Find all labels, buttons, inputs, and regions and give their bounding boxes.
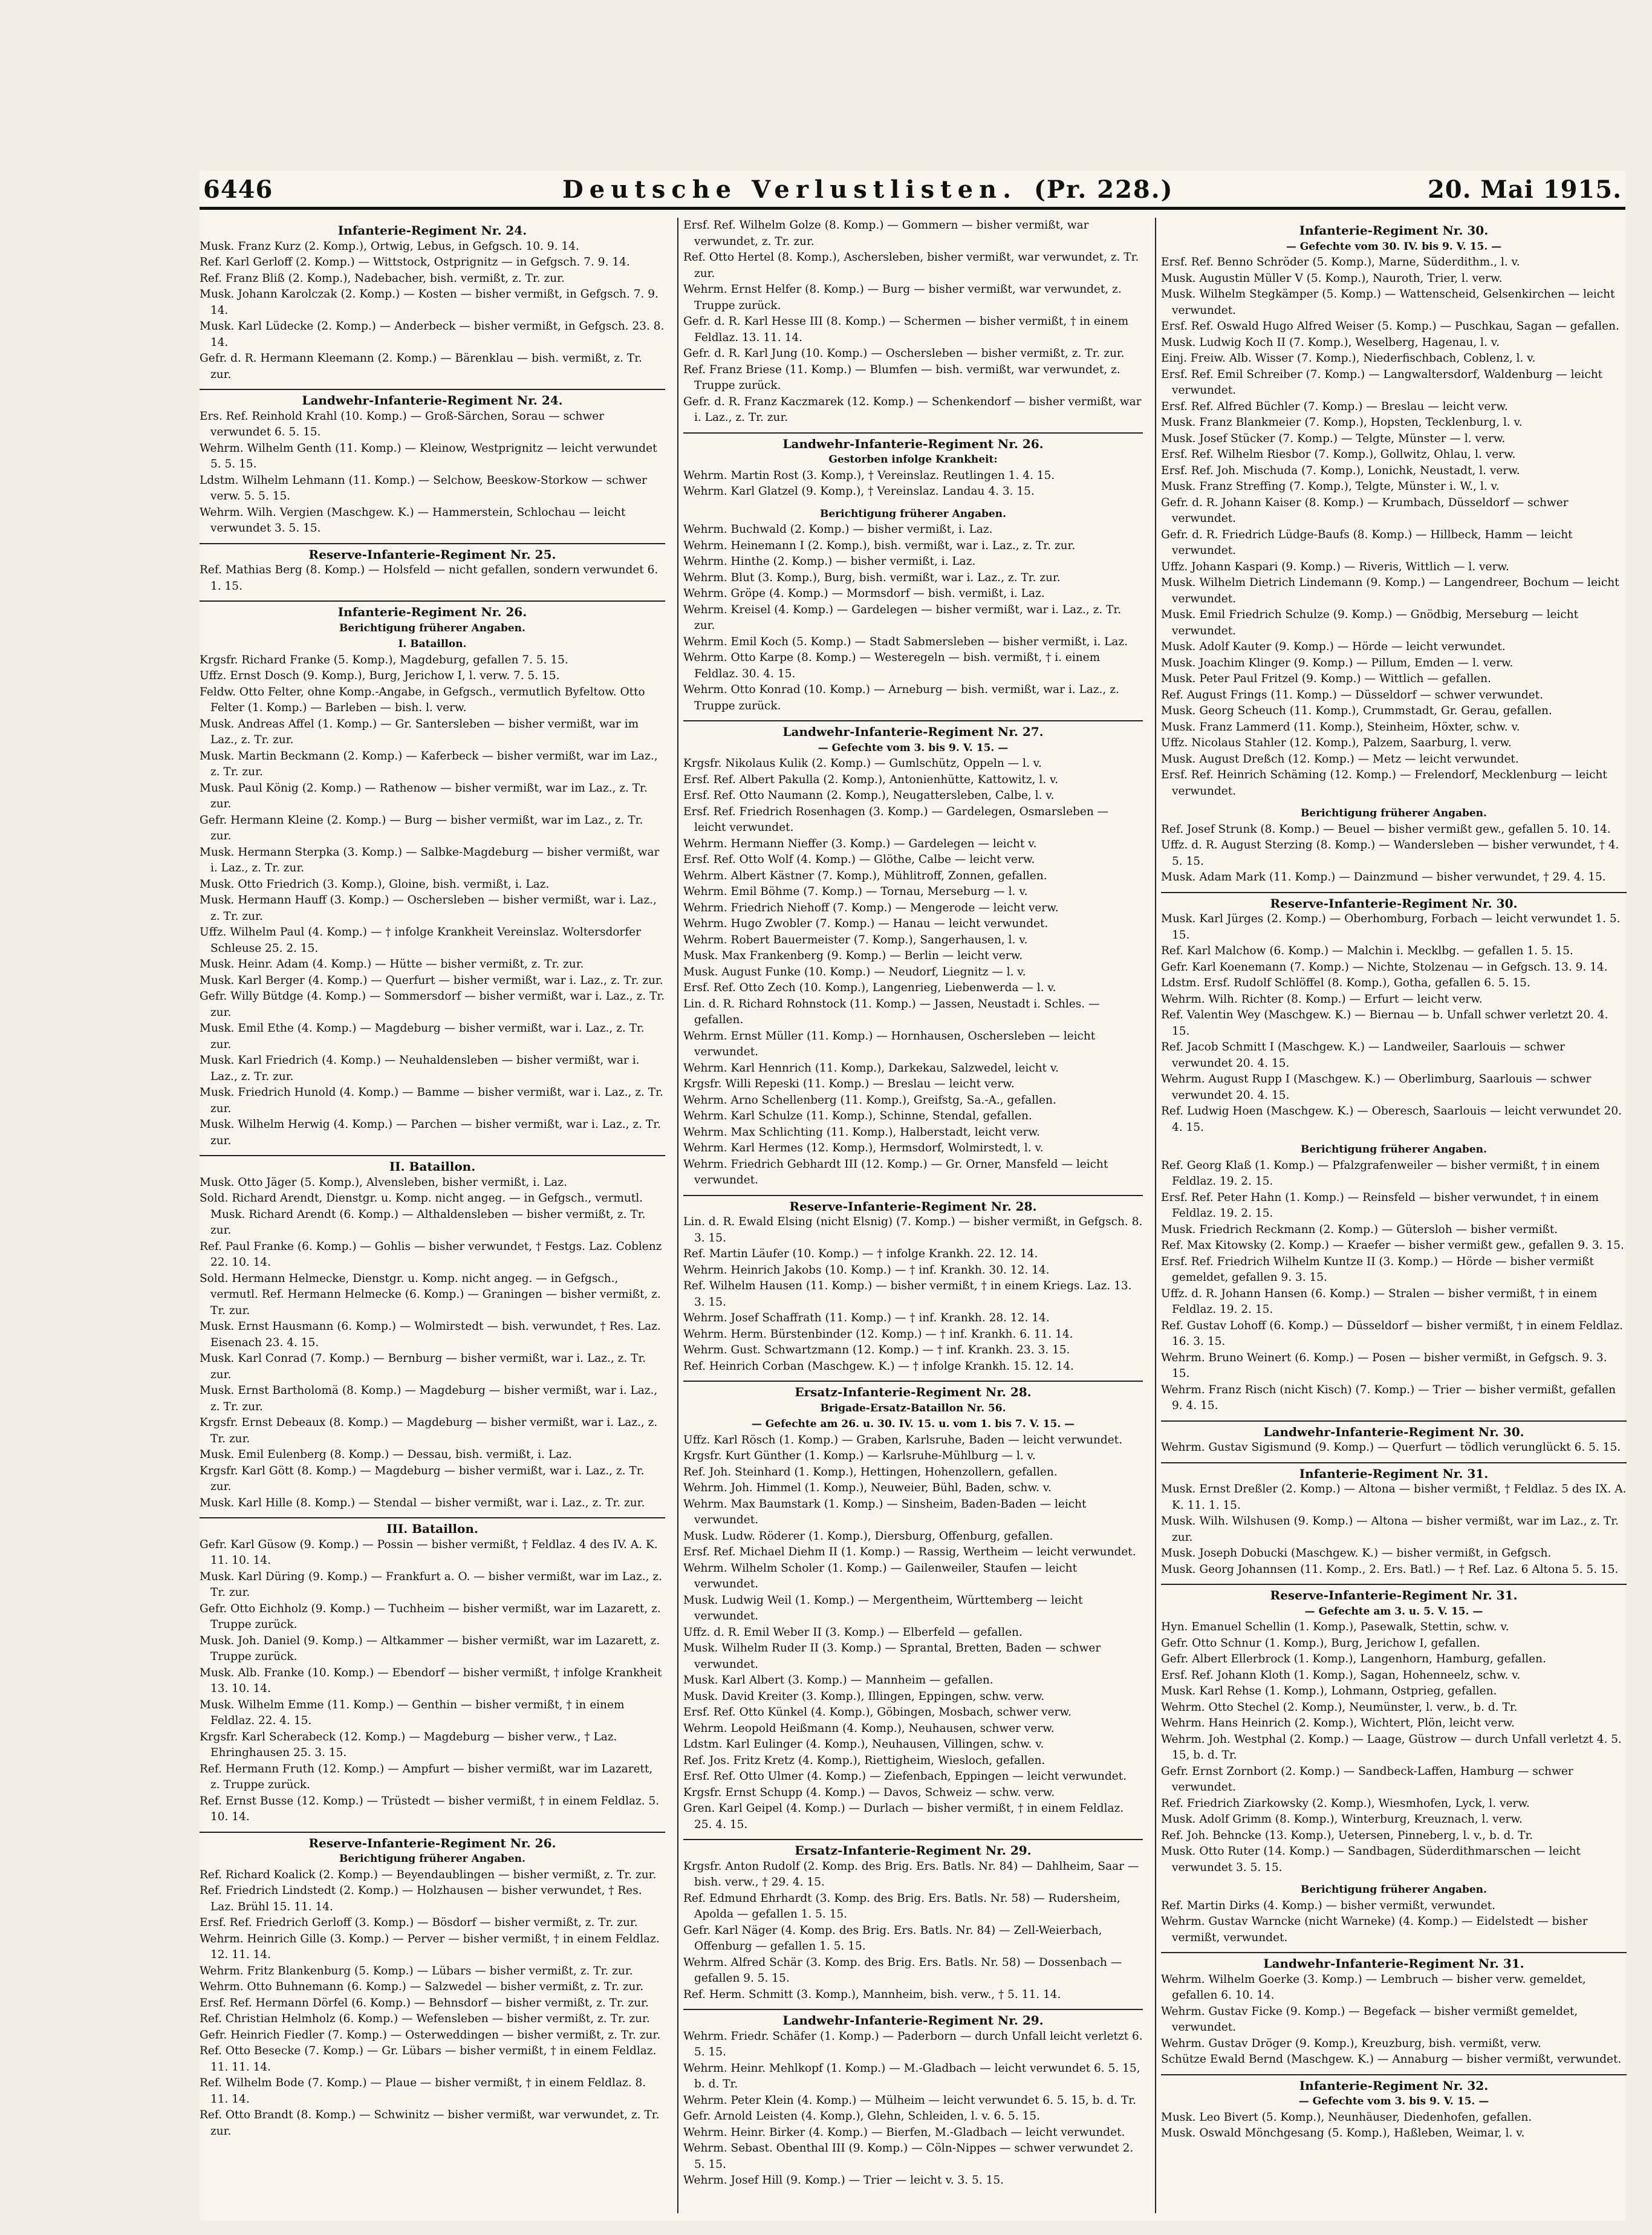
casualty-entry: Schütze Ewald Bernd (Maschgew. K.) — Annaburg — bisher vermißt, verwundet. <box>1161 2053 1622 2066</box>
casualty-entry: Gefr. Willy Bütdge (4. Komp.) — Sommersdorf — bisher vermißt, war i. Laz., z. Tr. zur. <box>200 990 665 1019</box>
casualty-entry: Gefr. d. R. Karl Jung (10. Komp.) — Oschersleben — bisher vermißt, z. Tr. zur. <box>683 347 1125 360</box>
casualty-entry: Ref. Joh. Behncke (13. Komp.), Uetersen, Pinneberg, l. v., b. d. Tr. <box>1161 1829 1533 1842</box>
casualty-entry: Hyn. Emanuel Schellin (1. Komp.), Pasewalk, Stettin, schw. v. <box>1161 1621 1509 1633</box>
casualty-entry: Musk. Franz Blankmeier (7. Komp.), Hopsten, Tecklenburg, l. v. <box>1161 416 1523 429</box>
casualty-entry: Musk. August Funke (10. Komp.) — Neudorf, Liegnitz — l. v. <box>683 965 1026 978</box>
casualty-entry: Ersf. Ref. Friedrich Wilhelm Kuntze II (3. Komp.) — Hörde — bisher vermißt gemeldet, gefallen 9. 3. 15. <box>1161 1255 1594 1284</box>
casualty-entry: Gefr. Otto Eichholz (9. Komp.) — Tuchheim — bisher vermißt, war im Lazarett, z. Truppe zurück. <box>200 1602 661 1631</box>
section-title: Ersatz-Infanterie-Regiment Nr. 28. <box>683 1381 1143 1401</box>
section-title: Reserve-Infanterie-Regiment Nr. 31. <box>1161 1584 1627 1604</box>
issue-number: (Pr. 228.) <box>1034 175 1174 204</box>
section-subtitle: I. Bataillon. <box>398 638 467 650</box>
casualty-entry: Wehrm. Heinr. Mehlkopf (1. Komp.) — M.-Gladbach — leicht verwundet 6. 5. 15, b. d. Tr. <box>683 2061 1140 2090</box>
casualty-entry: Wehrm. Franz Risch (nicht Kisch) (7. Komp.) — Trier — bisher vermißt, gefallen 9. 4. 15. <box>1161 1383 1616 1412</box>
regiment-section <box>1161 2074 1627 2142</box>
casualty-entry: Krgsfr. Ernst Debeaux (8. Komp.) — Magdeburg — bisher vermißt, war i. Laz., z. Tr. zur. <box>200 1416 658 1445</box>
casualty-entry: Uffz. d. R. Emil Weber II (3. Komp.) — Elberfeld — gefallen. <box>683 1625 1023 1639</box>
casualty-entry: Wehrm. Heinr. Birker (4. Komp.) — Bierfen, M.-Gladbach — leicht verwundet. <box>683 2126 1125 2139</box>
casualty-entry: Ref. Mathias Berg (8. Komp.) — Holsfeld — nicht gefallen, sondern verwundet 6. 1. 15. <box>200 564 659 593</box>
casualty-entry: Musk. Emil Ethe (4. Komp.) — Magdeburg — bisher vermißt, war i. Laz., z. Tr. zur. <box>200 1022 645 1051</box>
casualty-entry: Wehrm. Hinthe (2. Komp.) — bisher vermißt, i. Laz. <box>683 555 976 568</box>
casualty-entry: Musk. Karl Hille (8. Komp.) — Stendal — bisher vermißt, war i. Laz., z. Tr. zur. <box>200 1496 645 1509</box>
casualty-entry: Ref. Valentin Wey (Maschgew. K.) — Biernau — b. Unfall schwer verletzt 20. 4. 15. <box>1161 1009 1608 1038</box>
casualty-entry: Ersf. Ref. Heinrich Schäming (12. Komp.) — Frelendorf, Mecklenburg — leicht verwundet. <box>1161 769 1607 798</box>
casualty-entry: Ref. Franz Briese (11. Komp.) — Blumfen — bish. vermißt, war verwundet, z. Truppe zurück. <box>683 363 1120 392</box>
casualty-entry: Musk. Emil Friedrich Schulze (9. Komp.) — Gnödbig, Merseburg — leicht verwundet. <box>1161 608 1579 637</box>
casualty-entry: Ersf. Ref. Otto Künkel (4. Komp.), Göbingen, Mosbach, schwer verw. <box>683 1706 1072 1719</box>
casualty-entry: Ersf. Ref. Otto Wolf (4. Komp.) — Glöthe, Calbe — leicht verw. <box>683 853 1035 866</box>
casualty-entry: Ref. Joh. Steinhard (1. Komp.), Hettingen, Hohenzollern, gefallen. <box>683 1465 1058 1479</box>
regiment-section <box>683 506 1143 715</box>
casualty-entry: Uffz. d. R. August Sterzing (8. Komp.) — Wandersleben — bisher verwundet, † 4. 5. 15. <box>1161 839 1619 868</box>
casualty-entry: Ref. Jacob Schmitt I (Maschgew. K.) — Landweiler, Saarlouis — schwer verwundet 20. 4. 15. <box>1161 1041 1565 1070</box>
casualty-entry: Ersf. Ref. Wilhelm Golze (8. Komp.) — Gommern — bisher vermißt, war verwundet, z. Tr. zur. <box>683 219 1089 248</box>
casualty-entry: Wehrm. Martin Rost (3. Komp.), † Vereinslaz. Reutlingen 1. 4. 15. <box>683 469 1055 482</box>
casualty-entry: Wehrm. Karl Schulze (11. Komp.), Schinne, Stendal, gefallen. <box>683 1110 1032 1122</box>
casualty-entry: Krgsfr. Anton Rudolf (2. Komp. des Brig. Ers. Batls. Nr. 84) — Dahlheim, Saar — bish. verw., † 29. 4. 15. <box>683 1859 1139 1889</box>
casualty-entry: Musk. Otto Jäger (5. Komp.), Alvensleben, bisher vermißt, i. Laz. <box>200 1176 567 1189</box>
section-title: III. Bataillon. <box>200 1517 665 1537</box>
casualty-entry: Wehrm. Joh. Himmel (1. Komp.), Neuweier, Bühl, Baden, schw. v. <box>683 1482 1052 1494</box>
casualty-entry: Wehrm. Kreisel (4. Komp.) — Gardelegen — bisher vermißt, war i. Laz., z. Tr. zur. <box>683 603 1122 632</box>
casualty-entry: Musk. Friedrich Reckmann (2. Komp.) — Gütersloh — bisher vermißt. <box>1161 1223 1558 1236</box>
casualty-entry: Ersf. Ref. Otto Zech (10. Komp.), Langenrieg, Liebenwerda — l. v. <box>683 981 1056 994</box>
casualty-entry: Wehrm. Bruno Weinert (6. Komp.) — Posen — bisher vermißt, in Gefgsch. 9. 3. 15. <box>1161 1351 1607 1380</box>
casualty-entry: Musk. Oswald Mönchgesang (5. Komp.), Haßleben, Weimar, l. v. <box>1161 2127 1525 2139</box>
section-title: Reserve-Infanterie-Regiment Nr. 30. <box>1161 892 1627 912</box>
casualty-entry: Musk. Martin Beckmann (2. Komp.) — Kaferbeck — bisher vermißt, war im Laz., z. Tr. zur. <box>200 749 658 778</box>
casualty-entry: Gefr. Arnold Leisten (4. Komp.), Glehn, Schleiden, l. v. 6. 5. 15. <box>683 2110 1040 2123</box>
casualty-entry: Musk. Joh. Daniel (9. Komp.) — Altkammer — bisher vermißt, war im Lazarett, z. Truppe zurück. <box>200 1634 660 1663</box>
section-subtitle: — Gefechte am 3. u. 5. V. 15. — <box>1304 1605 1483 1618</box>
casualty-entry: Musk. Karl Friedrich (4. Komp.) — Neuhaldensleben — bisher vermißt, war i. Laz., z. Tr. zur. <box>200 1054 640 1083</box>
casualty-entry: Musk. David Kreiter (3. Komp.), Illingen, Eppingen, schw. verw. <box>683 1690 1045 1703</box>
casualty-entry: Ersf. Ref. Albert Pakulla (2. Komp.), Antonienhütte, Kattowitz, l. v. <box>683 773 1059 786</box>
casualty-entry: Musk. Hermann Hauff (3. Komp.) — Oschersleben — bisher vermißt, war i. Laz., z. Tr. zur. <box>200 894 657 923</box>
casualty-entry: Gefr. d. R. Karl Hesse III (8. Komp.) — Schermen — bisher vermißt, † in einem Feldlaz. 13. 11. 14. <box>683 315 1129 344</box>
casualty-entry: Uffz. Johann Kaspari (9. Komp.) — Riveris, Wittlich — l. verw. <box>1161 560 1509 573</box>
publication-title: Deutsche Verlustlisten. <box>562 175 1018 204</box>
casualty-entry: Wehrm. Friedr. Schäfer (1. Komp.) — Paderborn — durch Unfall leicht verletzt 6. 5. 15. <box>683 2029 1143 2058</box>
section-title: Landwehr-Infanterie-Regiment Nr. 26. <box>683 432 1143 452</box>
casualty-entry: Musk. Adolf Kauter (9. Komp.) — Hörde — leicht verwundet. <box>1161 640 1506 653</box>
casualty-entry: Ref. Otto Hertel (8. Komp.), Aschersleben, bisher vermißt, war verwundet, z. Tr. zur. <box>683 251 1139 280</box>
casualty-entry: Ldstm. Ersf. Rudolf Schlöffel (8. Komp.), Gotha, gefallen 6. 5. 15. <box>1161 977 1530 989</box>
casualty-entry: Ersf. Ref. Friedrich Rosenhagen (3. Komp.) — Gardelegen, Osmarsleben — leicht verwundet. <box>683 805 1109 834</box>
casualty-entry: Uffz. Karl Rösch (1. Komp.) — Graben, Karlsruhe, Baden — leicht verwundet. <box>683 1433 1122 1446</box>
regiment-section <box>200 543 665 595</box>
casualty-entry: Wehrm. Leopold Heißmann (4. Komp.), Neuhausen, schwer verw. <box>683 1722 1055 1735</box>
regiment-section <box>200 1517 665 1826</box>
casualty-entry: Ref. Martin Dirks (4. Komp.) — bisher vermißt, verwundet. <box>1161 1899 1496 1912</box>
casualty-entry: Wehrm. Otto Stechel (2. Komp.), Neumünster, l. verw., b. d. Tr. <box>1161 1700 1518 1714</box>
casualty-entry: Wehrm. Gustav Warncke (nicht Warneke) (4. Komp.) — Eidelstedt — bisher vermißt, verwundet. <box>1161 1915 1588 1944</box>
casualty-entry: Musk. Wilhelm Dietrich Lindemann (9. Komp.) — Langendreer, Bochum — leicht verwundet. <box>1161 576 1619 605</box>
section-title: Landwehr-Infanterie-Regiment Nr. 30. <box>1161 1420 1627 1440</box>
regiment-section <box>200 220 665 383</box>
casualty-entry: Musk. Ernst Hausmann (6. Komp.) — Wolmirstedt — bish. verwundet, † Res. Laz. Eisenach 23. 4. 15. <box>200 1320 661 1349</box>
section-title: Reserve-Infanterie-Regiment Nr. 26. <box>200 1832 665 1852</box>
casualty-entry: Ref. Max Kitowsky (2. Komp.) — Kraefer — bisher vermißt gew., gefallen 9. 3. 15. <box>1161 1239 1624 1252</box>
casualty-entry: Wehrm. Fritz Blankenburg (5. Komp.) — Lübars — bisher vermißt, z. Tr. zur. <box>200 1964 633 1977</box>
casualty-entry: Musk. Paul König (2. Komp.) — Rathenow — bisher vermißt, war im Laz., z. Tr. zur. <box>200 781 648 810</box>
casualty-entry: Musk. Wilhelm Emme (11. Komp.) — Genthin — bisher vermißt, † in einem Feldlaz. 22. 4. 15. <box>200 1698 625 1727</box>
casualty-entry: Wehrm. Blut (3. Komp.), Burg, bish. vermißt, war i. Laz., z. Tr. zur. <box>683 571 1061 584</box>
regiment-section <box>683 1195 1143 1375</box>
casualty-entry: Musk. Alb. Franke (10. Komp.) — Ebendorf — bisher vermißt, † infolge Krankheit 13. 10. 14. <box>200 1666 662 1695</box>
casualty-entry: Musk. Ernst Bartholomä (8. Komp.) — Magdeburg — bisher vermißt, war i. Laz., z. Tr. zur. <box>200 1384 658 1413</box>
regiment-section <box>683 2009 1143 2189</box>
casualty-entry: Wehrm. Josef Schaffrath (11. Komp.) — † inf. Krankh. 28. 12. 14. <box>683 1312 1050 1324</box>
casualty-entry: Wehrm. Max Baumstark (1. Komp.) — Sinsheim, Baden-Baden — leicht verwundet. <box>683 1497 1087 1526</box>
casualty-entry: Uffz. Wilhelm Paul (4. Komp.) — † infolge Krankheit Vereinslaz. Woltersdorfer Schleuse 25. 2. 15. <box>200 926 641 955</box>
casualty-entry: Wehrm. Heinrich Jakobs (10. Komp.) — † inf. Krankh. 30. 12. 14. <box>683 1263 1050 1277</box>
casualty-entry: Ref. Gustav Lohoff (6. Komp.) — Düsseldorf — bisher vermißt, † in einem Feldlaz. 16. 3. 15. <box>1161 1319 1623 1348</box>
casualty-entry: Uffz. Nicolaus Stahler (12. Komp.), Palzem, Saarburg, l. verw. <box>1161 737 1512 749</box>
casualty-entry: Wehrm. Ernst Müller (11. Komp.) — Hornhausen, Oschersleben — leicht verwundet. <box>683 1029 1096 1058</box>
casualty-entry: Uffz. d. R. Johann Hansen (6. Komp.) — Stralen — bisher vermißt, † in einem Feldlaz. 19. 2. 15. <box>1161 1287 1598 1316</box>
casualty-entry: Ref. Hermann Fruth (12. Komp.) — Ampfurt — bisher vermißt, war im Lazarett, z. Truppe zurück. <box>200 1762 653 1791</box>
newspaper-page <box>200 171 1625 2220</box>
casualty-entry: Ldstm. Wilhelm Lehmann (11. Komp.) — Selchow, Beeskow-Storkow — schwer verw. 5. 5. 15. <box>200 473 647 503</box>
casualty-entry: Ref. Ludwig Hoen (Maschgew. K.) — Oberesch, Saarlouis — leicht verwundet 20. 4. 15. <box>1161 1105 1622 1134</box>
casualty-entry: Musk. Ernst Dreßler (2. Komp.) — Altona — bisher vermißt, † Feldlaz. 5 des IX. A. K. 11. 1. 15. <box>1161 1483 1627 1512</box>
casualty-entry: Gefr. Otto Schnur (1. Komp.), Burg, Jerichow I, gefallen. <box>1161 1636 1480 1650</box>
casualty-entry: Ref. Otto Brandt (8. Komp.) — Schwinitz — bisher vermißt, war verwundet, z. Tr. zur. <box>200 2109 660 2138</box>
casualty-entry: Musk. Karl Lüdecke (2. Komp.) — Anderbeck — bisher vermißt, in Gefgsch. 23. 8. 14. <box>200 320 665 349</box>
casualty-entry: Ref. Josef Strunk (8. Komp.) — Beuel — bisher vermißt gew., gefallen 5. 10. 14. <box>1161 822 1611 836</box>
casualty-entry: Krgsfr. Karl Scherabeck (12. Komp.) — Magdeburg — bisher verw., † Laz. Ehringhausen 25. 3. 15. <box>200 1730 617 1759</box>
casualty-entry: Musk. Peter Paul Fritzel (9. Komp.) — Wittlich — gefallen. <box>1161 672 1491 685</box>
casualty-entry: Wehrm. Max Schlichting (11. Komp.), Halberstadt, leicht verw. <box>683 1125 1040 1139</box>
casualty-entry: Ref. August Frings (11. Komp.) — Düsseldorf — schwer verwundet. <box>1161 688 1543 701</box>
casualty-entry: Ersf. Ref. Otto Naumann (2. Komp.), Neugattersleben, Calbe, l. v. <box>683 789 1055 802</box>
casualty-entry: Musk. Ludw. Röderer (1. Komp.), Diersburg, Offenburg, gefallen. <box>683 1529 1053 1543</box>
casualty-entry: Ersf. Ref. Emil Schreiber (7. Komp.) — Langwaltersdorf, Waldenburg — leicht verwundet. <box>1161 368 1603 397</box>
regiment-section <box>1161 1420 1627 1456</box>
casualty-entry: Gefr. Heinrich Fiedler (7. Komp.) — Osterweddingen — bisher vermißt, z. Tr. zur. <box>200 2028 661 2041</box>
casualty-entry: Musk. Joachim Klinger (9. Komp.) — Pillum, Emden — l. verw. <box>1161 656 1514 669</box>
regiment-section <box>200 600 665 1149</box>
casualty-entry: Wehrm. Buchwald (2. Komp.) — bisher vermißt, i. Laz. <box>683 523 993 536</box>
casualty-entry: Wehrm. Joh. Westphal (2. Komp.) — Laage, Güstrow — durch Unfall verletzt 4. 5. 15, b. d. Tr. <box>1161 1732 1622 1762</box>
casualty-entry: Gefr. Hermann Kleine (2. Komp.) — Burg — bisher vermißt, war im Laz., z. Tr. zur. <box>200 813 643 842</box>
casualty-entry: Wehrm. Heinrich Gille (3. Komp.) — Perver — bisher vermißt, † in einem Feldlaz. 12. 11. 14. <box>200 1932 660 1961</box>
casualty-entry: Ref. Friedrich Lindstedt (2. Komp.) — Holzhausen — bisher verwundet, † Res. Laz. Brühl 15. 11. 14. <box>200 1884 642 1913</box>
casualty-entry: Musk. Wilhelm Ruder II (3. Komp.) — Sprantal, Bretten, Baden — schwer verwundet. <box>683 1642 1101 1671</box>
casualty-entry: Ref. Friedrich Ziarkowsky (2. Komp.), Wiesmhofen, Lyck, l. verw. <box>1161 1797 1530 1810</box>
casualty-entry: Musk. Augustin Müller V (5. Komp.), Nauroth, Trier, l. verw. <box>1161 272 1503 285</box>
casualty-entry: Wehrm. August Rupp I (Maschgew. K.) — Oberlimburg, Saarlouis — schwer verwundet 20. 4. 15. <box>1161 1073 1592 1102</box>
casualty-entry: Wehrm. Hugo Zwobler (7. Komp.) — Hanau — leicht verwundet. <box>683 917 1049 930</box>
casualty-entry: Ersf. Ref. Wilhelm Riesbor (7. Komp.), Gollwitz, Ohlau, l. verw. <box>1161 448 1516 461</box>
casualty-entry: Sold. Richard Arendt, Dienstgr. u. Komp. nicht angeg. — in Gefgsch., vermutl. Musk. Richard Arendt (6. Komp.) — Althaldensleben — bisher vermißt, z. Tr. zur. <box>200 1192 646 1237</box>
casualty-entry: Gefr. Karl Näger (4. Komp. des Brig. Ers. Batls. Nr. 84) — Zell-Weierbach, Offenburg — gefallen 1. 5. 15. <box>683 1924 1102 1953</box>
casualty-entry: Musk. Wilhelm Stegkämper (5. Komp.) — Wattenscheid, Gelsenkirchen — leicht verwundet. <box>1161 288 1615 317</box>
section-subtitle: Brigade-Ersatz-Bataillon Nr. 56. <box>820 1402 1006 1414</box>
casualty-entry: Musk. Joseph Dobucki (Maschgew. K.) — bisher vermißt, in Gefgsch. <box>1161 1547 1552 1560</box>
casualty-entry: Wehrm. Gröpe (4. Komp.) — Mormsdorf — bish. vermißt, i. Laz. <box>683 587 1045 600</box>
regiment-section <box>683 1381 1143 1833</box>
section-subtitle: Gestorben infolge Krankheit: <box>828 454 998 466</box>
casualty-entry: Wehrm. Otto Konrad (10. Komp.) — Arneburg — bish. vermißt, war i. Laz., z. Truppe zurück. <box>683 683 1119 712</box>
regiment-section <box>1161 1584 1627 1876</box>
casualty-entry: Ref. Ernst Busse (12. Komp.) — Trüstedt — bisher vermißt, † in einem Feldlaz. 5. 10. 14. <box>200 1794 660 1823</box>
casualty-entry: Musk. Josef Stücker (7. Komp.) — Telgte, Münster — l. verw. <box>1161 432 1506 445</box>
casualty-entry: Wehrm. Wilhelm Scholer (1. Komp.) — Gailenweiler, Staufen — leicht verwundet. <box>683 1561 1078 1590</box>
casualty-entry: Musk. Georg Johannsen (11. Komp., 2. Ers. Batl.) — † Ref. Laz. 6 Altona 5. 5. 15. <box>1161 1563 1619 1576</box>
casualty-entry: Musk. Friedrich Hunold (4. Komp.) — Bamme — bisher vermißt, war i. Laz., z. Tr. zur. <box>200 1086 663 1115</box>
regiment-section <box>200 1832 665 2140</box>
casualty-entry: Musk. Karl Jürges (2. Komp.) — Oberhomburg, Forbach — leicht verwundet 1. 5. 15. <box>1161 913 1621 942</box>
casualty-entry: Musk. August Dreßch (12. Komp.) — Metz — leicht verwundet. <box>1161 752 1519 766</box>
casualty-entry: Ref. Jos. Fritz Kretz (4. Komp.), Riettigheim, Wiesloch, gefallen. <box>683 1754 1046 1767</box>
section-title: Infanterie-Regiment Nr. 32. <box>1161 2074 1627 2094</box>
section-title: Landwehr-Infanterie-Regiment Nr. 24. <box>200 389 665 409</box>
casualty-entry: Wehrm. Karl Hennrich (11. Komp.), Darkekau, Salzwedel, leicht v. <box>683 1061 1059 1075</box>
casualty-entry: Wehrm. Wilh. Vergien (Maschgew. K.) — Hammerstein, Schlochau — leicht verwundet 3. 5. 15. <box>200 506 626 535</box>
casualty-entry: Ersf. Ref. Friedrich Gerloff (3. Komp.) — Bösdorf — bisher vermißt, z. Tr. zur. <box>200 1916 638 1929</box>
casualty-entry: Wehrm. Gustav Ficke (9. Komp.) — Begefack — bisher vermißt gemeldet, verwundet. <box>1161 2005 1578 2034</box>
casualty-entry: Wehrm. Heinemann I (2. Komp.), bish. vermißt, war i. Laz., z. Tr. zur. <box>683 539 1076 552</box>
regiment-section <box>200 1155 665 1511</box>
section-title: Landwehr-Infanterie-Regiment Nr. 31. <box>1161 1952 1627 1972</box>
casualty-entry: Musk. Karl Conrad (7. Komp.) — Bernburg — bisher vermißt, war i. Laz., z. Tr. zur. <box>200 1352 646 1381</box>
section-subtitle: Berichtigung früherer Angaben. <box>339 622 525 634</box>
casualty-entry: Ref. Heinrich Corban (Maschgew. K.) — † infolge Krankh. 15. 12. 14. <box>683 1359 1074 1373</box>
casualty-entry: Musk. Adam Mark (11. Komp.) — Dainzmund — bisher verwundet, † 29. 4. 15. <box>1161 871 1606 883</box>
casualty-entry: Ers. Ref. Reinhold Krahl (10. Komp.) — Groß-Särchen, Sorau — schwer verwundet 6. 5. 15. <box>200 409 605 438</box>
casualty-entry: Musk. Emil Eulenberg (8. Komp.) — Dessau, bish. vermißt, i. Laz. <box>200 1448 572 1461</box>
section-title: Landwehr-Infanterie-Regiment Nr. 27. <box>683 720 1143 740</box>
casualty-entry: Musk. Karl Düring (9. Komp.) — Frankfurt a. O. — bisher vermißt, war im Laz., z. Tr. zur. <box>200 1570 663 1599</box>
casualty-entry: Gefr. d. R. Johann Kaiser (8. Komp.) — Krumbach, Düsseldorf — schwer verwundet. <box>1161 496 1569 525</box>
section-subtitle: Berichtigung früherer Angaben. <box>1301 807 1487 819</box>
casualty-entry: Musk. Max Frankenberg (9. Komp.) — Berlin — leicht verw. <box>683 949 1023 962</box>
casualty-entry: Musk. Ludwig Weil (1. Komp.) — Mergentheim, Württemberg — leicht verwundet. <box>683 1593 1083 1622</box>
section-subtitle: — Gefechte vom 3. bis 9. V. 15. — <box>1298 2095 1489 2107</box>
section-subtitle: Berichtigung früherer Angaben. <box>339 1853 525 1865</box>
casualty-entry: Musk. Franz Streffing (7. Komp.), Telgte, Münster i. W., l. v. <box>1161 480 1500 493</box>
casualty-entry: Krgsfr. Ernst Schupp (4. Komp.) — Davos, Schweiz — schw. verw. <box>683 1786 1055 1799</box>
regiment-section <box>1161 220 1627 799</box>
casualty-entry: Lin. d. R. Ewald Elsing (nicht Elsnig) (7. Komp.) — bisher vermißt, in Gefgsch. 8. 3. 15. <box>683 1215 1143 1244</box>
casualty-entry: Wehrm. Friedrich Gebhardt III (12. Komp.) — Gr. Orner, Mansfeld — leicht verwundet. <box>683 1157 1108 1186</box>
section-subtitle: Berichtigung früherer Angaben. <box>820 507 1006 520</box>
casualty-entry: Ref. Herm. Schmitt (3. Komp.), Mannheim, bish. verw., † 5. 11. 14. <box>683 1988 1061 2001</box>
casualty-entry: Sold. Hermann Helmecke, Dienstgr. u. Komp. nicht angeg. — in Gefgsch., vermutl. Ref. Hermann Helmecke (6. Komp.) — Graningen — bisher vermißt, z. Tr. zur. <box>200 1272 661 1317</box>
casualty-entry: Musk. Ludwig Koch II (7. Komp.), Weselberg, Hagenau, l. v. <box>1161 336 1500 349</box>
casualty-entry: Musk. Franz Lammerd (11. Komp.), Steinheim, Höxter, schw. v. <box>1161 720 1520 734</box>
casualty-entry: Wehrm. Wilhelm Goerke (3. Komp.) — Lembruch — bisher verw. gemeldet, gefallen 6. 10. 14. <box>1161 1973 1586 2002</box>
casualty-entry: Wehrm. Wilhelm Genth (11. Komp.) — Kleinow, Westprignitz — leicht verwundet 5. 5. 15. <box>200 441 657 470</box>
casualty-entry: Musk. Georg Scheuch (11. Komp.), Crummstadt, Gr. Gerau, gefallen. <box>1161 704 1552 717</box>
casualty-entry: Ldstm. Karl Eulinger (4. Komp.), Neuhausen, Villingen, schw. v. <box>683 1738 1044 1751</box>
casualty-entry: Wehrm. Albert Kästner (7. Komp.), Mühlitroff, Zonnen, gefallen. <box>683 869 1047 882</box>
casualty-entry: Wehrm. Alfred Schär (3. Komp. des Brig. Ers. Batls. Nr. 58) — Dossenbach — gefallen 9. 5. 15. <box>683 1956 1122 1985</box>
casualty-entry: Ref. Paul Franke (6. Komp.) — Gohlis — bisher verwundet, † Festgs. Laz. Coblenz 22. 10. 14. <box>200 1240 662 1269</box>
casualty-entry: Wehrm. Karl Hermes (12. Komp.), Hermsdorf, Wolmirstedt, l. v. <box>683 1142 1044 1154</box>
casualty-entry: Ref. Wilhelm Bode (7. Komp.) — Plaue — bisher vermißt, † in einem Feldlaz. 8. 11. 14. <box>200 2077 646 2106</box>
casualty-entry: Ref. Georg Klaß (1. Komp.) — Pfalzgrafenweiler — bisher vermißt, † in einem Feldlaz. 19. 2. 15. <box>1161 1159 1600 1188</box>
section-title: Reserve-Infanterie-Regiment Nr. 25. <box>200 543 665 563</box>
casualty-entry: Musk. Adolf Grimm (8. Komp.), Winterburg, Kreuznach, l. verw. <box>1161 1813 1523 1826</box>
column-2 <box>677 218 1143 2213</box>
casualty-entry: Ersf. Ref. Benno Schröder (5. Komp.), Marne, Süderdithm., l. v. <box>1161 256 1520 268</box>
section-subtitle: — Gefechte vom 30. IV. bis 9. V. 15. — <box>1286 240 1502 253</box>
casualty-entry: Ref. Martin Läufer (10. Komp.) — † infolge Krankh. 22. 12. 14. <box>683 1248 1038 1260</box>
casualty-entry: Musk. Johann Karolczak (2. Komp.) — Kosten — bisher vermißt, in Gefgsch. 7. 9. 14. <box>200 288 659 317</box>
casualty-entry: Krgsfr. Karl Gött (8. Komp.) — Magdeburg — bisher vermißt, war i. Laz., z. Tr. zur. <box>200 1464 645 1493</box>
regiment-section <box>1161 892 1627 1136</box>
casualty-entry: Ref. Edmund Ehrhardt (3. Komp. des Brig. Ers. Batls. Nr. 58) — Rudersheim, Apolda — gefallen 1. 5. 15. <box>683 1892 1120 1921</box>
casualty-entry: Ersf. Ref. Peter Hahn (1. Komp.) — Reinsfeld — bisher verwundet, † in einem Feldlaz. 19. 2. 15. <box>1161 1191 1599 1220</box>
casualty-entry: Ersf. Ref. Joh. Mischuda (7. Komp.), Lonichk, Neustadt, l. verw. <box>1161 464 1520 477</box>
casualty-entry: Feldw. Otto Felter, ohne Komp.-Angabe, in Gefgsch., vermutlich Byfeltow. Otto Felter (1. Komp.) — Barleben — bish. l. verw. <box>200 685 645 714</box>
casualty-entry: Gefr. Karl Güsow (9. Komp.) — Possin — bisher vermißt, † Feldlaz. 4 des IV. A. K. 11. 10. 14. <box>200 1538 658 1567</box>
regiment-section <box>1161 1462 1627 1578</box>
casualty-entry: Musk. Leo Bivert (5. Komp.), Neunhäuser, Diedenhofen, gefallen. <box>1161 2110 1532 2124</box>
casualty-entry: Wehrm. Robert Bauermeister (7. Komp.), Sangerhausen, l. v. <box>683 933 1028 946</box>
casualty-entry: Wehrm. Gustav Dröger (9. Komp.), Kreuzburg, bish. vermißt, verw. <box>1161 2037 1541 2050</box>
regiment-section <box>683 432 1143 500</box>
casualty-entry: Ref. Franz Bliß (2. Komp.), Nadebacher, bish. vermißt, z. Tr. zur. <box>200 272 565 285</box>
casualty-entry: Lin. d. R. Richard Rohnstock (11. Komp.) — Jassen, Neustadt i. Schles. — gefallen. <box>683 997 1100 1026</box>
casualty-entry: Wehrm. Arno Schellenberg (11. Komp.), Greifstg, Sa.-A., gefallen. <box>683 1093 1056 1107</box>
casualty-entry: Musk. Karl Albert (3. Komp.) — Mannheim — gefallen. <box>683 1674 993 1687</box>
casualty-entry: Wehrm. Peter Klein (4. Komp.) — Mülheim — leicht verwundet 6. 5. 15, b. d. Tr. <box>683 2093 1136 2107</box>
regiment-section <box>1161 1952 1627 2068</box>
casualty-entry: Wehrm. Friedrich Niehoff (7. Komp.) — Mengerode — leicht verw. <box>683 901 1059 914</box>
casualty-entry: Ersf. Ref. Otto Ulmer (4. Komp.) — Ziefenbach, Eppingen — leicht verwundet. <box>683 1770 1127 1783</box>
column-1 <box>200 218 665 2213</box>
casualty-entry: Gefr. Karl Koenemann (7. Komp.) — Nichte, Stolzenau — in Gefgsch. 13. 9. 14. <box>1161 960 1608 974</box>
section-subtitle: Berichtigung früherer Angaben. <box>1301 1884 1487 1896</box>
casualty-entry: Wehrm. Herm. Bürstenbinder (12. Komp.) — † inf. Krankh. 6. 11. 14. <box>683 1327 1073 1341</box>
casualty-entry: Gefr. d. R. Hermann Kleemann (2. Komp.) — Bärenklau — bish. vermißt, z. Tr. zur. <box>200 352 642 381</box>
regiment-section <box>1161 1882 1627 1946</box>
column-3 <box>1155 218 1627 2213</box>
casualty-entry: Wehrm. Emil Böhme (7. Komp.) — Tornau, Merseburg — l. v. <box>683 885 1028 898</box>
casualty-entry: Ersf. Ref. Hermann Dörfel (6. Komp.) — Behnsdorf — bisher vermißt, z. Tr. zur. <box>200 1996 649 2009</box>
section-title: Infanterie-Regiment Nr. 30. <box>1299 223 1489 238</box>
casualty-entry: Musk. Wilhelm Herwig (4. Komp.) — Parchen — bisher vermißt, war i. Laz., z. Tr. zur. <box>200 1118 661 1147</box>
casualty-entry: Ersf. Ref. Johann Kloth (1. Komp.), Sagan, Hohenneelz, schw. v. <box>1161 1668 1521 1682</box>
casualty-entry: Uffz. Ernst Dosch (9. Komp.), Burg, Jerichow I, l. verw. 7. 5. 15. <box>200 669 560 682</box>
section-title: Reserve-Infanterie-Regiment Nr. 28. <box>683 1195 1143 1215</box>
casualty-entry: Musk. Karl Berger (4. Komp.) — Querfurt — bisher vermißt, war i. Laz., z. Tr. zur. <box>200 974 663 987</box>
casualty-entry: Ersf. Ref. Alfred Büchler (7. Komp.) — Breslau — leicht verw. <box>1161 400 1508 413</box>
regiment-section <box>1161 805 1627 886</box>
casualty-entry: Gefr. Ernst Zornbort (2. Komp.) — Sandbeck-Laffen, Hamburg — schwer verwundet. <box>1161 1765 1573 1794</box>
regiment-section <box>683 218 1143 426</box>
page-header <box>200 171 1625 210</box>
section-title: Landwehr-Infanterie-Regiment Nr. 29. <box>683 2009 1143 2029</box>
casualty-entry: Musk. Heinr. Adam (4. Komp.) — Hütte — bisher vermißt, z. Tr. zur. <box>200 958 584 971</box>
section-title: II. Bataillon. <box>200 1155 665 1175</box>
casualty-entry: Musk. Franz Kurz (2. Komp.), Ortwig, Lebus, in Gefgsch. 10. 9. 14. <box>200 239 579 253</box>
section-subtitle: — Gefechte am 26. u. 30. IV. 15. u. vom 1. bis 7. V. 15. — <box>751 1418 1075 1430</box>
section-subtitle: Berichtigung früherer Angaben. <box>1301 1144 1487 1156</box>
section-title: Infanterie-Regiment Nr. 24. <box>337 223 527 238</box>
casualty-entry: Wehrm. Emil Koch (5. Komp.) — Stadt Sabmersleben — bisher vermißt, i. Laz. <box>683 635 1128 648</box>
casualty-entry: Gren. Karl Geipel (4. Komp.) — Durlach — bisher vermißt, † in einem Feldlaz. 25. 4. 15. <box>683 1802 1124 1831</box>
casualty-entry: Gefr. d. R. Friedrich Lüdge-Baufs (8. Komp.) — Hillbeck, Hamm — leicht verwundet. <box>1161 528 1573 557</box>
casualty-entry: Wehrm. Karl Glatzel (9. Komp.), † Vereinslaz. Landau 4. 3. 15. <box>683 485 1035 498</box>
casualty-entry: Ref. Karl Gerloff (2. Komp.) — Wittstock, Ostprignitz — in Gefgsch. 7. 9. 14. <box>200 256 630 268</box>
casualty-entry: Ref. Christian Helmholz (6. Komp.) — Wefensleben — bisher vermißt, z. Tr. zur. <box>200 2012 650 2025</box>
casualty-entry: Krgsfr. Willi Repeski (11. Komp.) — Breslau — leicht verw. <box>683 1078 1015 1090</box>
section-subtitle: — Gefechte vom 3. bis 9. V. 15. — <box>818 741 1009 754</box>
casualty-entry: Wehrm. Ernst Helfer (8. Komp.) — Burg — bisher vermißt, war verwundet, z. Truppe zurück. <box>683 283 1122 312</box>
casualty-entry: Musk. Otto Ruter (14. Komp.) — Sandbagen, Süderdithmarschen — leicht verwundet 3. 5. 15. <box>1161 1845 1581 1874</box>
casualty-entry: Wehrm. Otto Karpe (8. Komp.) — Westeregeln — bish. vermißt, † i. einem Feldlaz. 30. 4. 15. <box>683 651 1101 680</box>
casualty-entry: Wehrm. Wilh. Richter (8. Komp.) — Erfurt — leicht verw. <box>1161 992 1483 1006</box>
casualty-entry: Ref. Otto Besecke (7. Komp.) — Gr. Lübars — bisher vermißt, † in einem Feldlaz. 11. 11. 14. <box>200 2045 657 2074</box>
casualty-entry: Wehrm. Otto Buhnemann (6. Komp.) — Salzwedel — bisher vermißt, z. Tr. zur. <box>200 1980 644 1993</box>
casualty-entry: Musk. Hermann Sterpka (3. Komp.) — Salbke-Magdeburg — bisher vermißt, war i. Laz., z. Tr. zur. <box>200 845 660 874</box>
section-title: Infanterie-Regiment Nr. 31. <box>1161 1462 1627 1482</box>
casualty-entry: Wehrm. Hermann Nieffer (3. Komp.) — Gardelegen — leicht v. <box>683 837 1037 850</box>
casualty-entry: Krgsfr. Nikolaus Kulik (2. Komp.) — Gumlschütz, Oppeln — l. v. <box>683 757 1042 770</box>
casualty-entry: Musk. Wilh. Wilshusen (9. Komp.) — Altona — bisher vermißt, war im Laz., z. Tr. zur. <box>1161 1515 1619 1544</box>
issue-date: 20. Mai 1915. <box>1427 175 1622 204</box>
regiment-section <box>683 720 1143 1189</box>
casualty-entry: Gefr. Albert Ellerbrock (1. Komp.), Langenhorn, Hamburg, gefallen. <box>1161 1653 1546 1665</box>
casualty-entry: Ersf. Ref. Oswald Hugo Alfred Weiser (5. Komp.) — Puschkau, Sagan — gefallen. <box>1161 320 1619 333</box>
casualty-entry: Musk. Otto Friedrich (3. Komp.), Gloine, bish. vermißt, i. Laz. <box>200 877 550 891</box>
regiment-section <box>1161 1142 1627 1414</box>
casualty-entry: Ref. Richard Koalick (2. Komp.) — Beyendaublingen — bisher vermißt, z. Tr. zur. <box>200 1868 657 1881</box>
casualty-entry: Krgsfr. Richard Franke (5. Komp.), Magdeburg, gefallen 7. 5. 15. <box>200 653 568 666</box>
casualty-entry: Einj. Freiw. Alb. Wisser (7. Komp.), Niederfischbach, Coblenz, l. v. <box>1161 352 1536 365</box>
casualty-entry: Wehrm. Gust. Schwartzmann (12. Komp.) — † inf. Krankh. 23. 3. 15. <box>683 1344 1070 1356</box>
casualty-entry: Wehrm. Sebast. Obenthal III (9. Komp.) — Cöln-Nippes — schwer verwundet 2. 5. 15. <box>683 2142 1134 2171</box>
casualty-entry: Ref. Karl Malchow (6. Komp.) — Malchin i. Mecklbg. — gefallen 1. 5. 15. <box>1161 945 1573 957</box>
casualty-entry: Krgsfr. Kurt Günther (1. Komp.) — Karlsruhe-Mühlburg — l. v. <box>683 1449 1036 1462</box>
casualty-entry: Musk. Karl Rehse (1. Komp.), Lohmann, Ostprieg, gefallen. <box>1161 1685 1497 1697</box>
casualty-entry: Wehrm. Gustav Sigismund (9. Komp.) — Querfurt — tödlich verunglückt 6. 5. 15. <box>1161 1441 1621 1454</box>
casualty-entry: Wehrm. Josef Hill (9. Komp.) — Trier — leicht v. 3. 5. 15. <box>683 2174 1004 2187</box>
section-title: Infanterie-Regiment Nr. 26. <box>200 600 665 620</box>
casualty-entry: Ref. Wilhelm Hausen (11. Komp.) — bisher vermißt, † in einem Kriegs. Laz. 13. 3. 15. <box>683 1280 1132 1309</box>
casualty-entry: Gefr. d. R. Franz Kaczmarek (12. Komp.) — Schenkendorf — bisher vermißt, war i. Laz., z. Tr. zur. <box>683 395 1142 424</box>
casualty-entry: Ersf. Ref. Michael Diehm II (1. Komp.) — Rassig, Wertheim — leicht verwundet. <box>683 1546 1136 1558</box>
regiment-section <box>683 1839 1143 2003</box>
regiment-section <box>200 389 665 537</box>
section-title: Ersatz-Infanterie-Regiment Nr. 29. <box>683 1839 1143 1859</box>
casualty-entry: Wehrm. Hans Heinrich (2. Komp.), Wichtert, Plön, leicht verw. <box>1161 1717 1515 1729</box>
casualty-entry: Musk. Andreas Affel (1. Komp.) — Gr. Santersleben — bisher vermißt, war im Laz., z. Tr. zur. <box>200 717 639 746</box>
page-number: 6446 <box>203 175 273 204</box>
